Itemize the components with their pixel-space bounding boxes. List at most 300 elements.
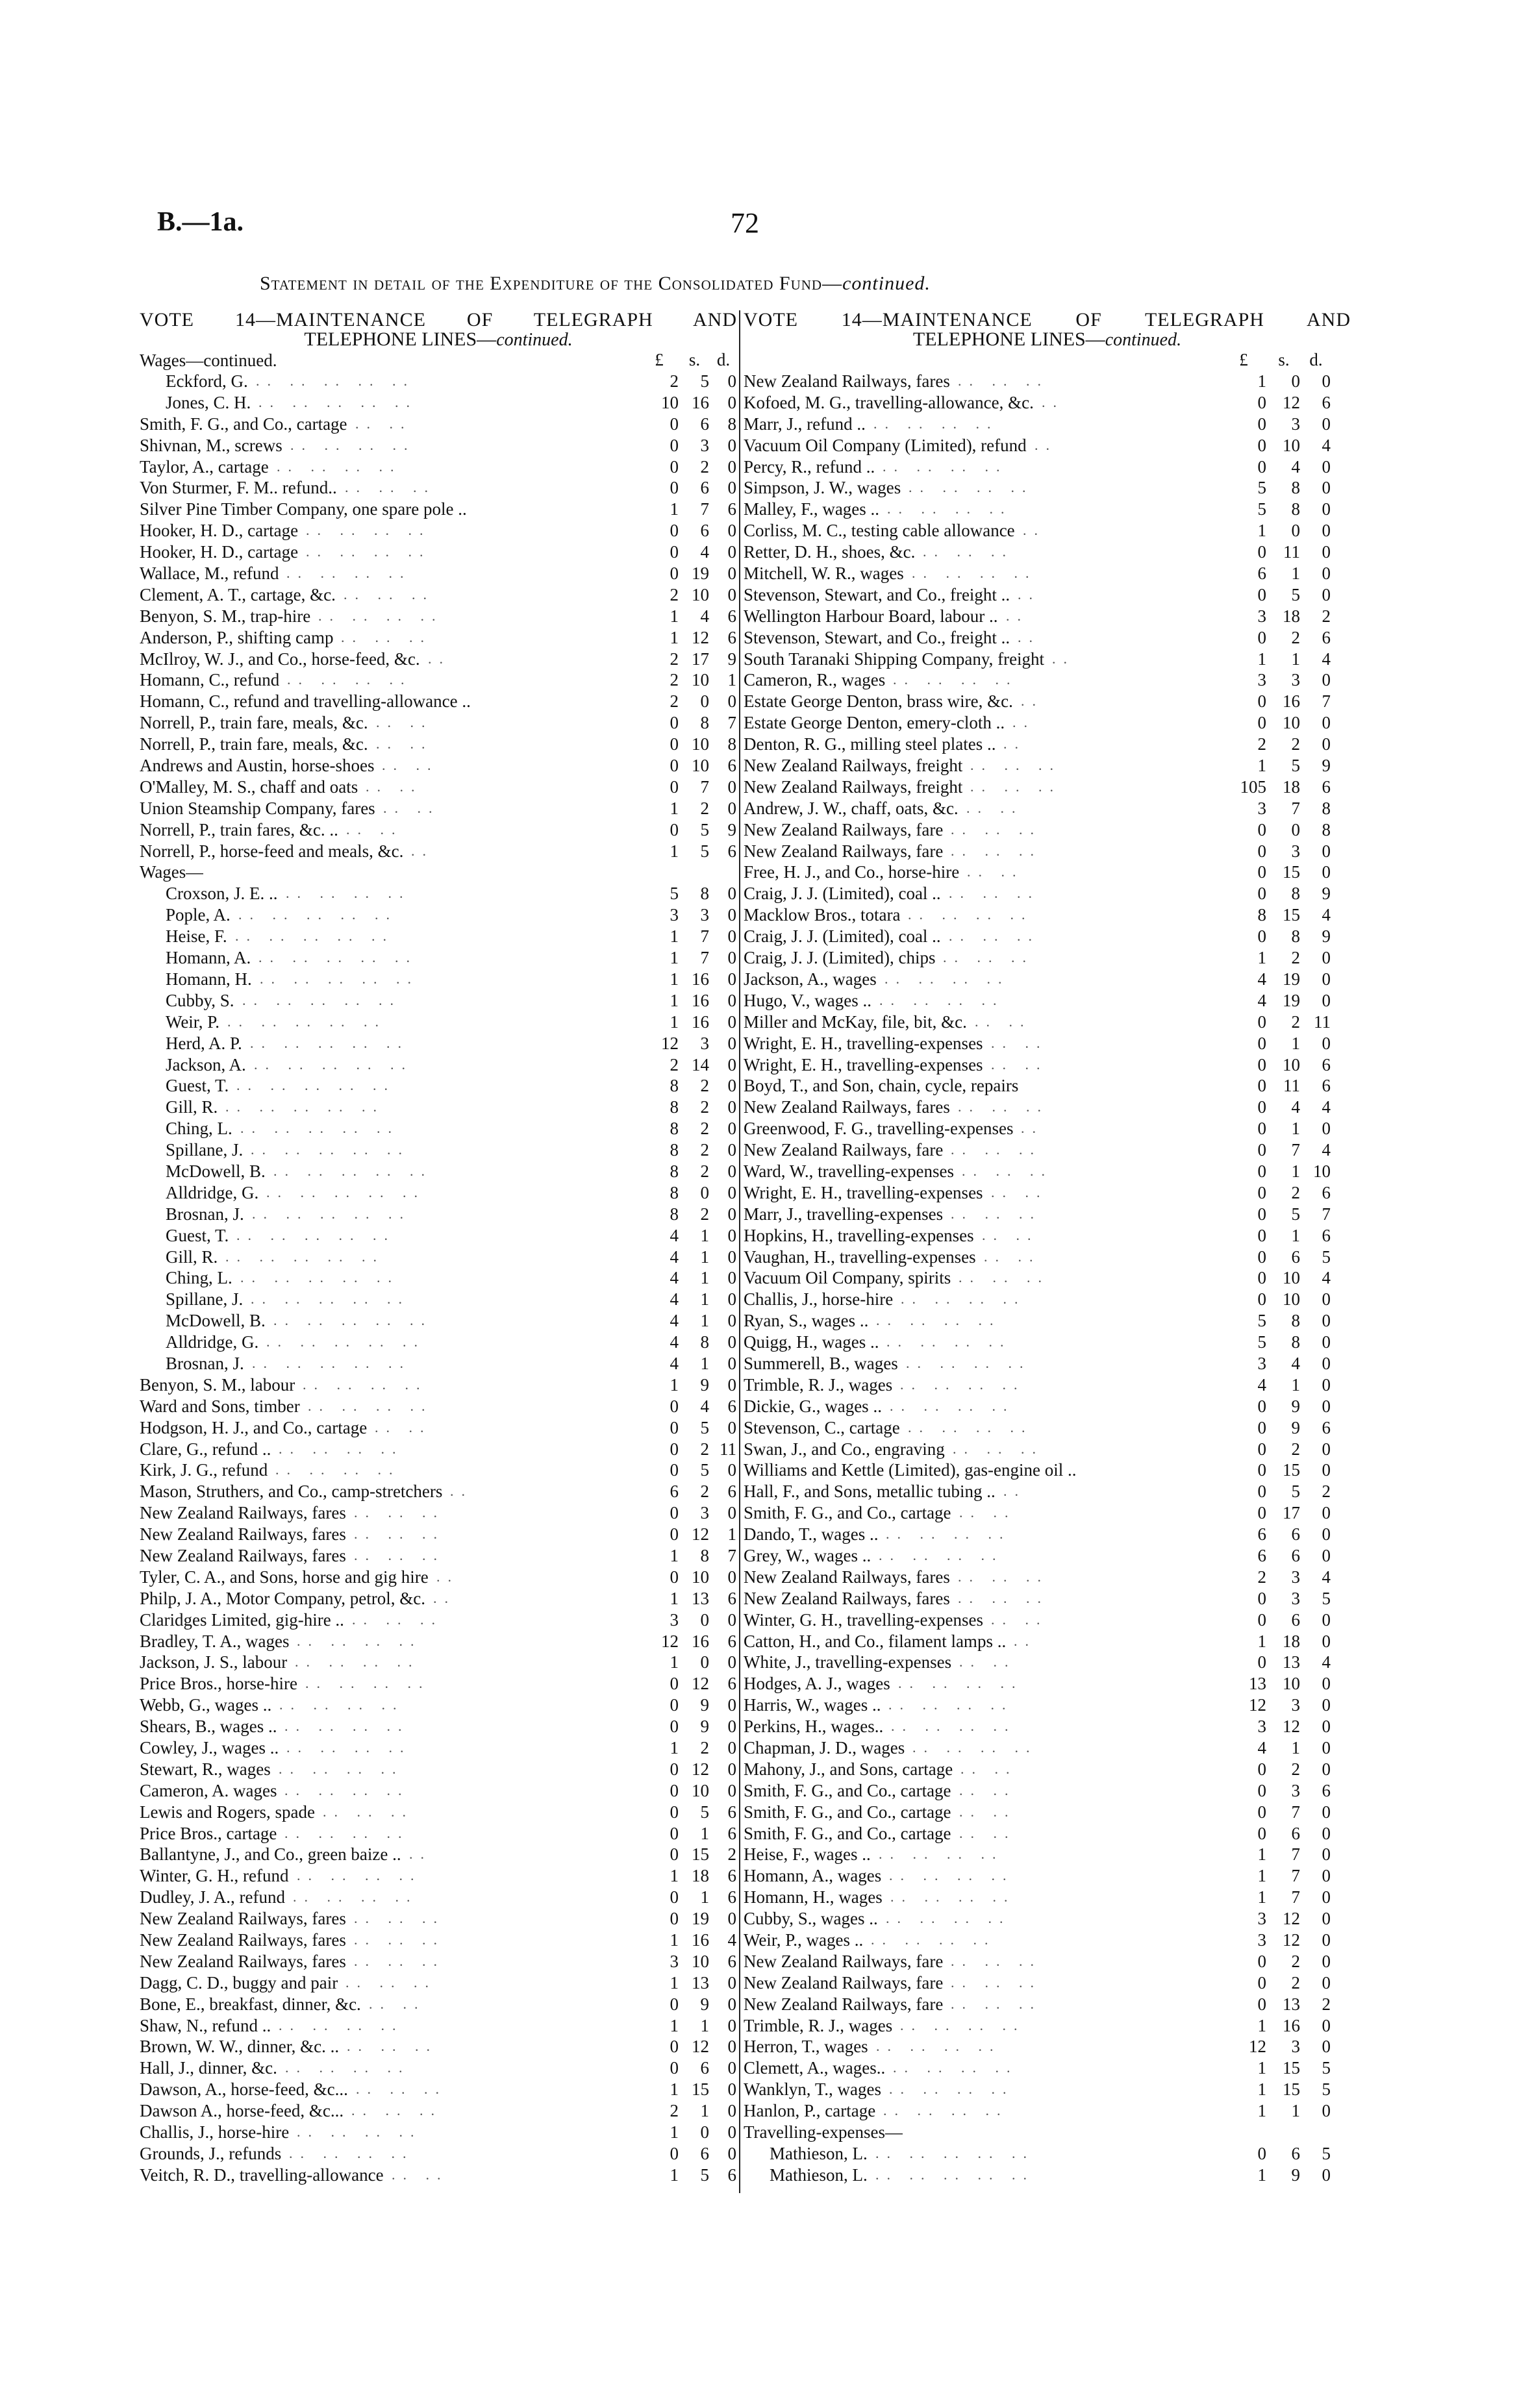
entry-row [744, 1823, 1351, 1844]
leader-dots: .. .. [369, 1995, 426, 2012]
amount-shillings: 0 [700, 691, 709, 712]
leader-dots: .. .. [982, 1226, 1039, 1243]
leader-dots: .. [1023, 522, 1046, 539]
amount-shillings: 8 [1291, 1332, 1300, 1352]
entry-name: Harris, W., wages .. [744, 1695, 881, 1715]
entry-row [744, 1332, 1351, 1353]
entry-row [140, 1139, 737, 1161]
amount-pounds: 4 [670, 1289, 679, 1310]
amount-pence: 5 [1322, 1588, 1331, 1608]
amount-shillings: 6 [1291, 1823, 1300, 1843]
entry-row [140, 1694, 737, 1716]
entry-name: Homann, H. [166, 969, 252, 989]
entry-row [744, 1908, 1351, 1930]
amount-shillings: 4 [700, 1396, 709, 1416]
amount-pounds: 0 [670, 521, 679, 541]
amount-pounds: 12 [661, 1631, 679, 1651]
amount-shillings: 15 [692, 1844, 709, 1865]
amount-pence: 0 [1322, 1951, 1331, 1971]
amount-pence: 4 [727, 1930, 736, 1950]
leader-dots: .. .. .. .. .. [225, 1248, 384, 1265]
amount-pounds: 2 [670, 584, 679, 604]
amount-shillings: 4 [1291, 1353, 1300, 1373]
amount-pence: 4 [1322, 1567, 1331, 1587]
right-shillings-header: s. [1278, 350, 1290, 369]
amount-pence: 0 [727, 2015, 736, 2035]
entry-row [744, 1759, 1351, 1780]
amount-pounds: 2 [670, 2101, 679, 2121]
amount-pence: 0 [727, 905, 736, 925]
amount-shillings: 6 [1291, 1545, 1300, 1565]
entry-row [140, 1930, 737, 1951]
amount-pounds: 0 [1257, 1033, 1266, 1053]
amount-shillings: 2 [1291, 948, 1300, 968]
entry-name: Marr, J., travelling-expenses [744, 1204, 944, 1224]
amount-shillings: 4 [700, 542, 709, 562]
amount-shillings: 10 [692, 1780, 709, 1800]
amount-shillings: 16 [1283, 2015, 1300, 2035]
entry-name: Craig, J. J. (Limited), coal .. [744, 884, 941, 904]
amount-pounds: 1 [1257, 1887, 1266, 1907]
leader-dots: .. .. [967, 863, 1024, 880]
entry-row [140, 904, 737, 926]
left-column [140, 310, 737, 2186]
amount-shillings: 10 [1283, 1674, 1300, 1694]
amount-shillings: 12 [1283, 1930, 1300, 1950]
amount-pounds: 10 [661, 392, 679, 412]
leader-dots: .. .. .. [354, 1526, 445, 1543]
leader-dots: .. .. .. .. [305, 1675, 431, 1692]
amount-pounds: 0 [670, 1887, 679, 1907]
amount-pounds: 2 [670, 670, 679, 690]
amount-shillings: 3 [700, 1033, 709, 1053]
entry-row [744, 1267, 1351, 1289]
entry-row [744, 1481, 1351, 1502]
amount-pence: 0 [727, 478, 736, 498]
entry-name: Smith, F. G., and Co., cartage [140, 414, 347, 434]
amount-pounds: 2 [670, 1054, 679, 1074]
entry-name: Mahony, J., and Sons, cartage [744, 1759, 953, 1779]
entry-row [140, 1161, 737, 1182]
amount-shillings: 2 [1291, 1972, 1300, 1992]
entry-name: New Zealand Railways, fares [140, 1951, 346, 1971]
amount-pence: 0 [1322, 1972, 1331, 1992]
amount-shillings: 16 [692, 969, 709, 989]
amount-shillings: 2 [700, 456, 709, 477]
leader-dots: .. .. .. .. [900, 2017, 1025, 2033]
entry-row [140, 1567, 737, 1588]
amount-pounds: 0 [670, 1780, 679, 1800]
amount-pence: 0 [1322, 1289, 1331, 1310]
entry-row [140, 1225, 737, 1247]
amount-pence: 6 [727, 1396, 736, 1416]
leader-dots: .. .. .. .. [890, 1889, 1016, 1905]
leader-dots: .. .. .. .. [286, 565, 412, 582]
entry-row [140, 414, 737, 435]
amount-shillings: 7 [1291, 1802, 1300, 1822]
entry-row [140, 520, 737, 541]
amount-pounds: 4 [1257, 1738, 1266, 1757]
entry-row [744, 798, 1351, 819]
amount-shillings: 16 [692, 1631, 709, 1651]
entry-row [744, 1396, 1351, 1417]
entry-row [140, 1033, 737, 1054]
entry-name: Brosnan, J. [166, 1353, 244, 1373]
amount-pence: 0 [1322, 1524, 1331, 1545]
amount-pounds: 0 [1257, 819, 1266, 839]
leader-dots: .. .. .. .. .. [266, 1334, 425, 1350]
amount-shillings: 10 [1283, 1268, 1300, 1288]
amount-shillings: 18 [692, 1866, 709, 1886]
amount-pence: 0 [1322, 670, 1331, 690]
leader-dots: .. .. .. .. .. [252, 1354, 411, 1371]
entry-name: Price Bros., cartage [140, 1823, 277, 1843]
amount-shillings: 5 [700, 2165, 709, 2185]
entry-name: Shivnan, M., screws [140, 435, 282, 455]
entry-name: Tyler, C. A., and Sons, horse and gig hire [140, 1567, 429, 1587]
amount-pounds: 0 [1257, 1482, 1266, 1502]
amount-shillings: 3 [1291, 1695, 1300, 1715]
entry-name: Spillane, J. [166, 1140, 244, 1160]
amount-shillings: 7 [700, 776, 709, 797]
leader-dots: .. .. .. .. [889, 2081, 1014, 2098]
amount-pence: 0 [1322, 1396, 1331, 1416]
amount-pence: 6 [727, 1674, 736, 1694]
entry-row [140, 1908, 737, 1930]
amount-pounds: 1 [670, 1972, 679, 1992]
leader-dots: .. .. .. .. [879, 1546, 1004, 1563]
entry-row [744, 776, 1351, 798]
amount-shillings: 2 [1291, 1439, 1300, 1459]
entry-name: Lewis and Rogers, spade [140, 1802, 315, 1822]
leader-dots: .. [411, 842, 434, 859]
amount-pounds: 0 [670, 564, 679, 584]
amount-shillings: 10 [1283, 435, 1300, 455]
amount-shillings: 15 [1283, 2058, 1300, 2078]
amount-pounds: 1 [1257, 756, 1266, 776]
entry-name: Chapman, J. D., wages [744, 1738, 905, 1757]
amount-pence: 11 [720, 1439, 736, 1459]
amount-pounds: 1 [670, 499, 679, 519]
amount-shillings: 0 [700, 2122, 709, 2142]
entry-row [744, 1225, 1351, 1247]
entry-name: Bradley, T. A., wages [140, 1631, 290, 1651]
entry-name: Free, H. J., and Co., horse-hire [744, 862, 960, 882]
amount-pence: 0 [1322, 1311, 1331, 1331]
entry-row [140, 1332, 737, 1353]
amount-shillings: 2 [1291, 1012, 1300, 1032]
entry-row [140, 2079, 737, 2100]
entry-name: Swan, J., and Co., engraving [744, 1439, 945, 1459]
amount-pence: 6 [727, 1866, 736, 1886]
amount-pounds: 0 [1257, 1972, 1266, 1992]
amount-pounds: 1 [1257, 2165, 1266, 2185]
entry-name: New Zealand Railways, freight [744, 776, 963, 797]
amount-pence: 0 [1322, 1503, 1331, 1523]
amount-pence: 0 [727, 1268, 736, 1288]
entry-row [140, 883, 737, 904]
entry-name: Alldridge, G. [166, 1332, 259, 1352]
leader-dots: .. .. .. .. [308, 1397, 433, 1414]
amount-shillings: 3 [1291, 1780, 1300, 1800]
leader-dots: .. .. [960, 1760, 1018, 1777]
entry-name: Wright, E. H., travelling-expenses [744, 1033, 983, 1053]
amount-pence: 0 [727, 948, 736, 968]
leader-dots: .. .. .. .. .. [258, 949, 418, 966]
amount-pounds: 0 [1257, 1247, 1266, 1267]
amount-shillings: 5 [1291, 1482, 1300, 1502]
amount-shillings: 18 [1283, 776, 1300, 797]
amount-pence: 7 [727, 1545, 736, 1565]
entry-row [140, 691, 737, 712]
leader-dots: .. .. [355, 415, 412, 432]
amount-shillings: 7 [1291, 1844, 1300, 1865]
amount-shillings: 0 [700, 1609, 709, 1630]
leader-dots: .. .. .. .. [908, 906, 1033, 923]
leader-dots: .. .. [375, 1419, 432, 1435]
page-number: 72 [731, 207, 759, 239]
entry-row [140, 541, 737, 563]
leader-dots: .. .. .. .. [876, 1312, 1001, 1329]
entry-name: New Zealand Railways, fares [744, 1097, 950, 1117]
amount-pence: 6 [727, 1887, 736, 1907]
entry-row [140, 1459, 737, 1481]
amount-pounds: 0 [1257, 1076, 1266, 1096]
entry-row [140, 2036, 737, 2057]
entry-row [744, 1075, 1351, 1097]
entry-name: Ward and Sons, timber [140, 1396, 300, 1416]
right-vote-line1: VOTE 14—MAINTENANCE OF TELEGRAPH AND [744, 309, 1351, 330]
entry-name: Wallace, M., refund [140, 564, 279, 584]
amount-pounds: 4 [670, 1311, 679, 1331]
amount-pounds: 4 [670, 1268, 679, 1288]
amount-pounds: 4 [670, 1332, 679, 1352]
heading-continued: continued. [842, 273, 931, 294]
amount-pounds: 8 [670, 1119, 679, 1139]
amount-pounds: 3 [1257, 1717, 1266, 1737]
amount-pence: 4 [1322, 649, 1331, 669]
leader-dots: .. .. .. [951, 1995, 1042, 2012]
entry-name: Hall, F., and Sons, metallic tubing .. [744, 1482, 996, 1502]
entry-name: Summerell, B., wages [744, 1353, 898, 1373]
entry-name: Homann, C., refund and travelling-allowance .. [140, 691, 471, 712]
amount-shillings: 7 [700, 948, 709, 968]
amount-pence: 0 [1322, 1930, 1331, 1950]
leader-dots: .. .. .. .. [879, 991, 1005, 1008]
entry-name: Cameron, A. wages [140, 1780, 277, 1800]
leader-dots: .. .. .. .. [879, 1846, 1004, 1863]
entry-name: Smith, F. G., and Co., cartage [744, 1780, 951, 1800]
amount-pence: 0 [1322, 1695, 1331, 1715]
amount-pounds: 1 [1257, 521, 1266, 541]
leader-dots: .. [1034, 436, 1057, 453]
entry-row [744, 1247, 1351, 1268]
entry-row [140, 798, 737, 819]
amount-shillings: 19 [1283, 990, 1300, 1010]
entry-row [744, 1459, 1351, 1481]
leader-dots: .. .. .. [959, 1269, 1049, 1286]
amount-pounds: 3 [1257, 606, 1266, 626]
leader-dots: .. .. .. .. .. [252, 1205, 411, 1222]
entry-name: Vaughan, H., travelling-expenses [744, 1247, 976, 1267]
entry-name: Hooker, H. D., cartage [140, 521, 299, 541]
amount-shillings: 17 [692, 649, 709, 669]
leader-dots: .. .. .. .. [275, 1461, 401, 1478]
amount-pounds: 1 [670, 606, 679, 626]
entry-row [140, 1439, 737, 1460]
amount-shillings: 7 [1291, 1140, 1300, 1160]
entry-name: Homann, H., wages [744, 1887, 883, 1907]
entry-row [744, 541, 1351, 563]
amount-shillings: 4 [1291, 456, 1300, 477]
entry-name: Guest, T. [166, 1076, 229, 1096]
leader-dots: .. .. .. .. [888, 1696, 1014, 1713]
leader-dots: .. .. .. .. [891, 1718, 1016, 1735]
entry-row [140, 1417, 737, 1439]
amount-shillings: 1 [700, 1225, 709, 1245]
amount-pounds: 0 [1257, 1460, 1266, 1480]
amount-pounds: 0 [1257, 691, 1266, 712]
amount-pence: 6 [1322, 776, 1331, 797]
amount-pounds: 4 [1257, 1374, 1266, 1395]
entry-row [744, 2143, 1351, 2165]
amount-shillings: 1 [1291, 1161, 1300, 1181]
amount-pence: 0 [727, 1161, 736, 1181]
leader-dots: .. .. .. [345, 479, 436, 496]
amount-pounds: 8 [670, 1097, 679, 1117]
amount-shillings: 5 [1291, 584, 1300, 604]
leader-dots: .. .. .. [951, 1205, 1042, 1222]
amount-pounds: 0 [1257, 1396, 1266, 1416]
amount-shillings: 3 [1291, 1567, 1300, 1587]
amount-pounds: 0 [670, 1759, 679, 1779]
left-entries [140, 371, 737, 2186]
amount-pence: 6 [727, 756, 736, 776]
amount-shillings: 15 [1283, 2079, 1300, 2100]
leader-dots: .. .. .. .. .. [273, 1162, 433, 1179]
amount-shillings: 8 [1291, 499, 1300, 519]
entry-name: Hodgson, H. J., and Co., cartage [140, 1417, 368, 1437]
leader-dots: .. .. .. [354, 1504, 445, 1521]
leader-dots: .. .. .. .. [306, 522, 431, 539]
left-vote-continued: continued. [496, 330, 573, 350]
amount-pounds: 0 [670, 819, 679, 839]
entry-name: Norrell, P., train fares, &c. .. [140, 819, 338, 839]
amount-pounds: 1 [670, 1012, 679, 1032]
amount-pounds: 1 [670, 1652, 679, 1672]
leader-dots: .. .. .. .. [886, 1526, 1011, 1543]
entry-row [744, 2100, 1351, 2122]
amount-pence: 6 [1322, 1076, 1331, 1096]
leader-dots: .. .. [376, 714, 433, 731]
entry-row [140, 1502, 737, 1524]
amount-pence: 0 [1322, 990, 1331, 1010]
amount-pence: 2 [1322, 1482, 1331, 1502]
amount-shillings: 8 [1291, 884, 1300, 904]
leader-dots: .. .. .. .. [898, 1675, 1023, 1692]
amount-pence: 0 [1322, 2101, 1331, 2121]
amount-pence: 0 [1322, 969, 1331, 989]
amount-pence: 0 [727, 1695, 736, 1715]
amount-pence: 0 [727, 584, 736, 604]
amount-shillings: 5 [700, 371, 709, 391]
entry-row [744, 1139, 1351, 1161]
entry-row [744, 435, 1351, 456]
amount-pence: 0 [727, 1374, 736, 1395]
entry-row [140, 819, 737, 841]
entry-row [744, 1182, 1351, 1204]
entry-name: Craig, J. J. (Limited), coal .. [744, 926, 941, 947]
entry-name: Estate George Denton, brass wire, &c. [744, 691, 1013, 712]
amount-pounds: 3 [1257, 670, 1266, 690]
entry-row [744, 1609, 1351, 1631]
amount-pounds: 4 [670, 1353, 679, 1373]
entry-row [140, 1182, 737, 1204]
amount-shillings: 8 [1291, 926, 1300, 947]
leader-dots: .. .. .. .. [912, 565, 1037, 582]
right-vote-continued: continued. [1105, 330, 1182, 350]
amount-pounds: 0 [670, 1695, 679, 1715]
amount-pounds: 1 [670, 948, 679, 968]
amount-shillings: 4 [700, 606, 709, 626]
leader-dots: .. .. .. .. [876, 2038, 1001, 2055]
leader-dots: .. .. .. [354, 1931, 445, 1948]
leader-dots: .. .. .. .. [886, 1910, 1011, 1927]
leader-dots: .. .. .. .. [893, 2059, 1018, 2076]
amount-pounds: 0 [670, 1994, 679, 2014]
amount-pounds: 6 [1257, 564, 1266, 584]
entry-row [140, 1054, 737, 1076]
entry-name: Heise, F. [166, 926, 227, 947]
amount-shillings: 8 [1291, 478, 1300, 498]
amount-shillings: 2 [1291, 734, 1300, 754]
amount-pounds: 0 [1257, 1140, 1266, 1160]
entry-name: Stevenson, C., cartage [744, 1417, 900, 1437]
leader-dots: .. [1021, 693, 1044, 710]
amount-pounds: 0 [670, 734, 679, 754]
entry-name: Greenwood, F. G., travelling-expenses [744, 1119, 1014, 1139]
entry-name: Dagg, C. D., buggy and pair [140, 1972, 338, 1992]
amount-pence: 9 [1322, 756, 1331, 776]
leader-dots: .. [1014, 1632, 1036, 1649]
entry-name: Clemett, A., wages.. [744, 2058, 886, 2078]
left-pounds-header: £ [655, 350, 664, 369]
amount-pence: 0 [727, 776, 736, 797]
entry-row [744, 1054, 1351, 1076]
leader-dots: .. .. .. [951, 842, 1042, 859]
leader-dots: .. .. .. .. .. [236, 1226, 395, 1243]
leader-dots: .. .. [382, 757, 439, 774]
leader-dots: .. .. [383, 799, 440, 816]
entry-row [140, 456, 737, 478]
entry-row [140, 1247, 737, 1268]
entry-row [744, 1865, 1351, 1887]
amount-pounds: 0 [670, 1802, 679, 1822]
leader-dots: .. .. [984, 1248, 1041, 1265]
leader-dots: .. .. .. .. .. [227, 1013, 386, 1030]
amount-pence: 9 [727, 649, 736, 669]
amount-pence: 0 [727, 1503, 736, 1523]
entry-name: New Zealand Railways, fares [140, 1524, 346, 1545]
entry-name: New Zealand Railways, fares [140, 1503, 346, 1523]
entry-row [744, 755, 1351, 776]
amount-pence: 0 [727, 1012, 736, 1032]
leader-dots: .. .. .. [323, 1803, 414, 1820]
entry-row [140, 435, 737, 456]
entry-row [140, 947, 737, 969]
leader-dots: .. .. .. [351, 2102, 442, 2119]
amount-pounds: 6 [1257, 1545, 1266, 1565]
